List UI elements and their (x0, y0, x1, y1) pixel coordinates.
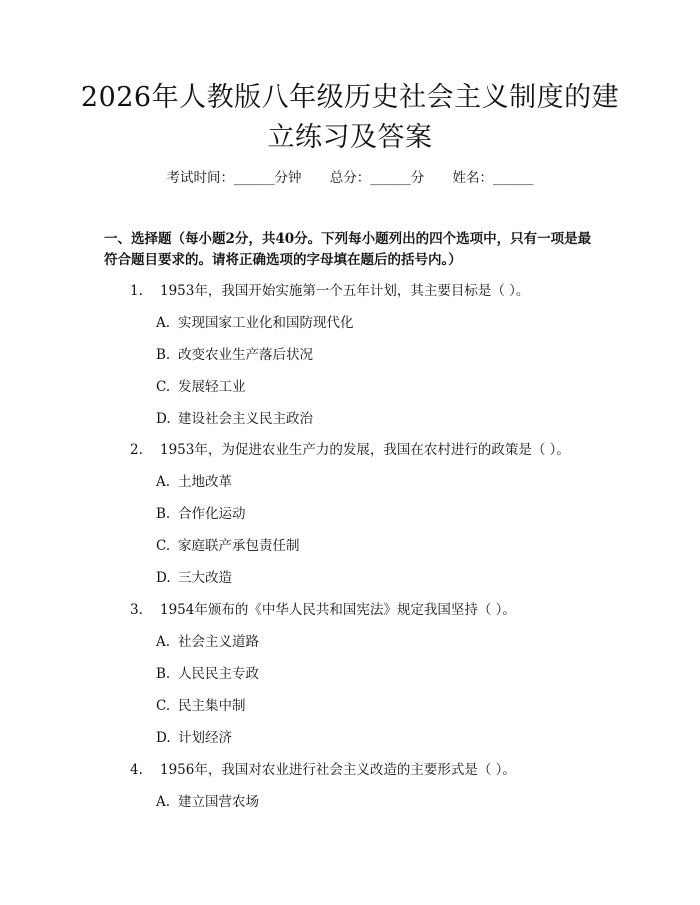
option-letter: D. (156, 411, 171, 427)
total-score: 总分：______分 (329, 170, 425, 186)
student-name: 姓名：______ (452, 170, 534, 186)
question-4 (130, 761, 516, 779)
option-item (156, 633, 259, 651)
option-letter: B. (156, 506, 171, 522)
question-number: 4. (130, 762, 143, 778)
option-letter: D. (156, 570, 171, 586)
option-letter: B. (156, 347, 171, 363)
exam-time: 考试时间：______分钟 (166, 170, 302, 186)
question-number: 2. (130, 442, 143, 458)
option-text: 家庭联产承包责任制 (178, 538, 300, 554)
option-text: 民主集中制 (178, 698, 246, 714)
option-text: 实现国家工业化和国防现代化 (178, 315, 354, 331)
option-item (156, 473, 232, 491)
option-text: 发展轻工业 (178, 379, 246, 395)
option-item (156, 346, 313, 364)
option-text: 合作化运动 (178, 506, 246, 522)
option-item (156, 378, 246, 396)
option-item (156, 505, 246, 523)
option-text: 建立国营农场 (178, 794, 259, 810)
option-item (156, 537, 300, 555)
option-letter: C. (156, 538, 171, 554)
question-text: 1953年，为促进农业生产力的发展，我国在农村进行的政策是（ ）。 (160, 442, 570, 458)
option-letter: A. (156, 794, 171, 810)
question-number: 3. (130, 602, 143, 618)
option-text: 计划经济 (178, 730, 232, 746)
option-item (156, 729, 232, 747)
option-text: 人民民主专政 (178, 666, 259, 682)
option-letter: A. (156, 634, 171, 650)
option-item (156, 569, 232, 587)
option-item (156, 410, 313, 428)
question-text: 1954年颁布的《中华人民共和国宪法》规定我国坚持（ ）。 (160, 602, 516, 618)
option-text: 三大改造 (178, 570, 232, 586)
option-item (156, 665, 259, 683)
option-letter: D. (156, 730, 171, 746)
question-2 (130, 441, 570, 459)
question-text: 1953年，我国开始实施第一个五年计划，其主要目标是（ ）。 (160, 283, 530, 299)
question-3 (130, 601, 516, 619)
option-text: 建设社会主义民主政治 (178, 411, 313, 427)
question-number: 1. (130, 283, 143, 299)
question-1 (130, 282, 529, 300)
section-heading-text: 一、选择题（每小题2分，共40分。下列每小题列出的四个选项中，只有一项是最符合题目要求的。请将正确选项的字母填在题后的括号内。） (104, 231, 592, 268)
option-text: 土地改革 (178, 474, 232, 490)
option-text: 改变农业生产落后状况 (178, 347, 313, 363)
title-text: 2026年人教版八年级历史社会主义制度的建立练习及答案 (80, 82, 620, 153)
option-text: 社会主义道路 (178, 634, 259, 650)
option-letter: A. (156, 474, 171, 490)
option-letter: C. (156, 379, 171, 395)
option-letter: B. (156, 666, 171, 682)
option-item (156, 697, 246, 715)
option-item (156, 793, 259, 811)
option-letter: A. (156, 315, 171, 331)
question-text: 1956年，我国对农业进行社会主义改造的主要形式是（ ）。 (160, 762, 516, 778)
option-item (156, 314, 354, 332)
option-letter: C. (156, 698, 171, 714)
